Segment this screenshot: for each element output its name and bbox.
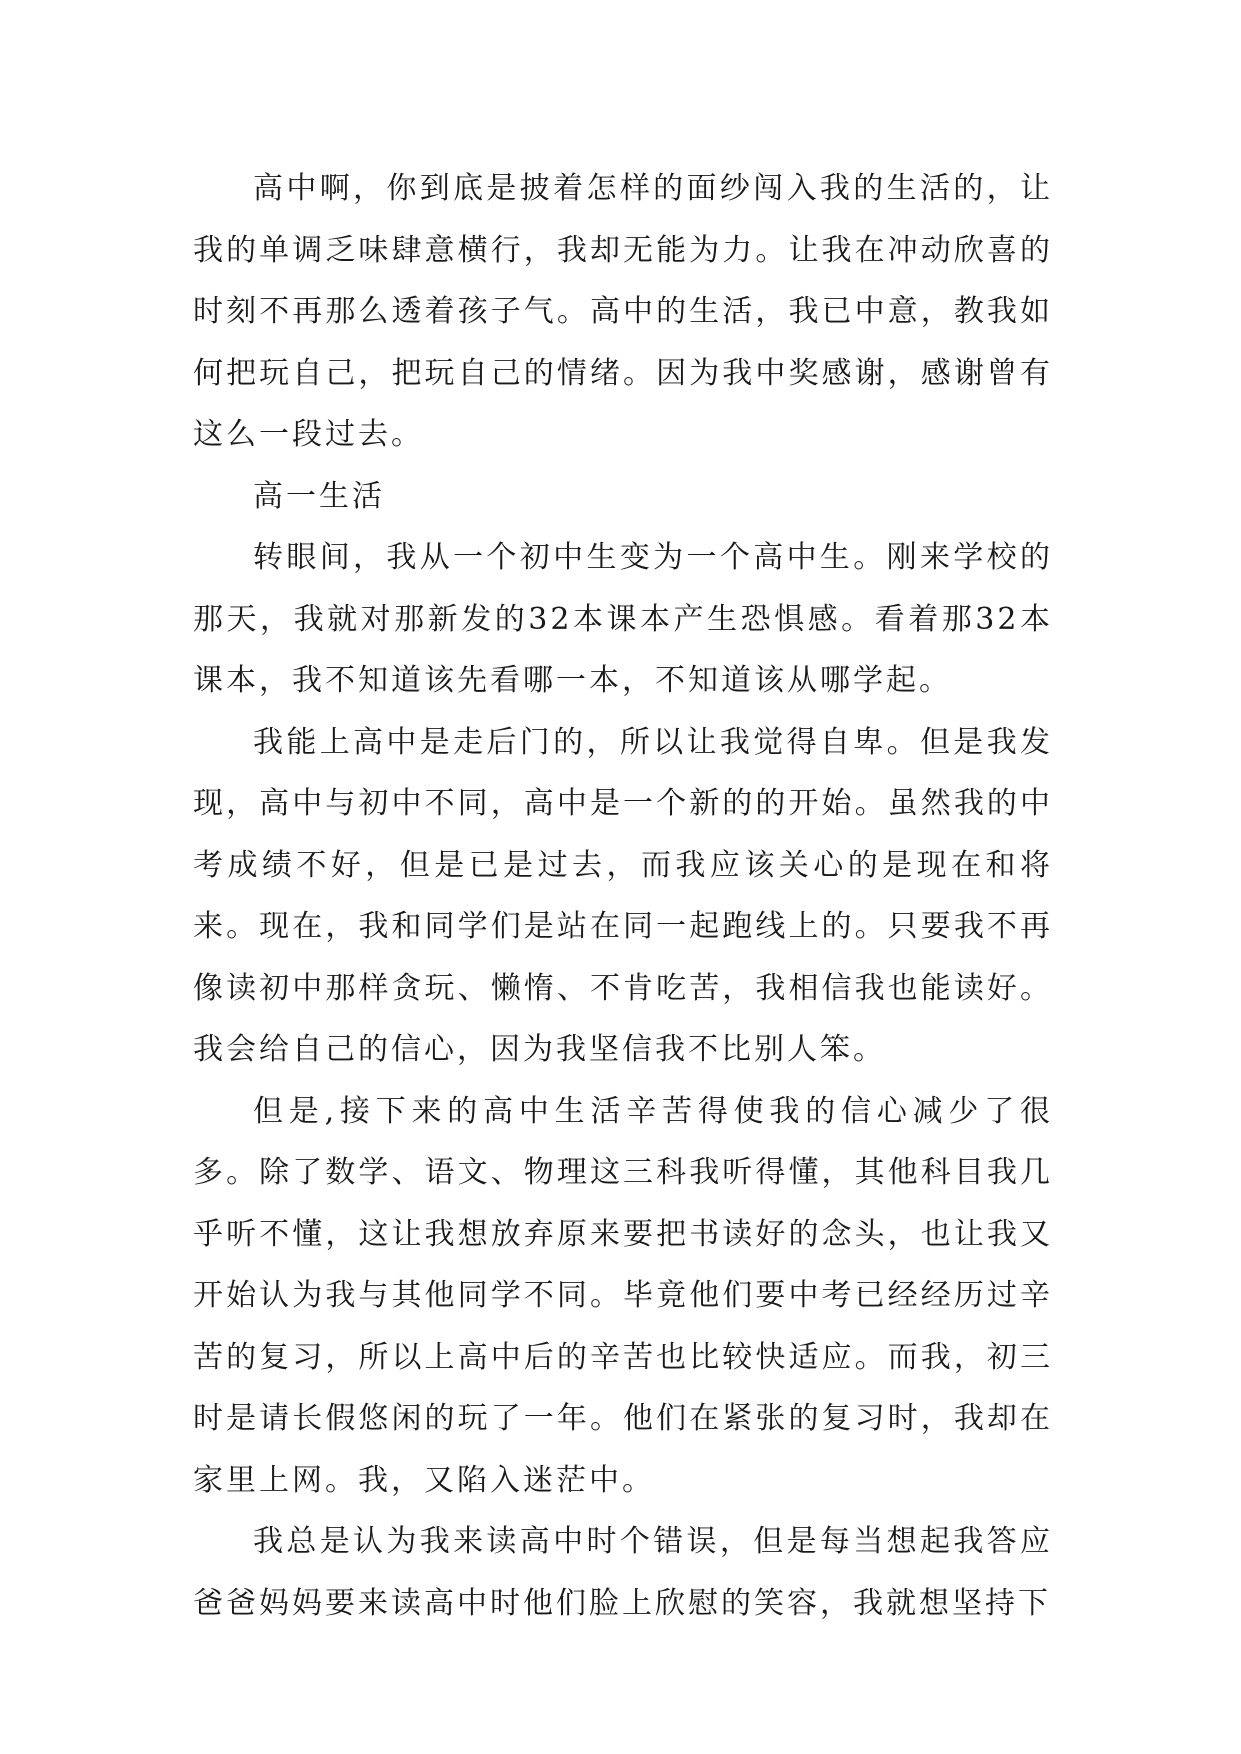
section-heading-gaoyi: 高一生活 bbox=[253, 478, 385, 514]
paragraph-5: 我总是认为我来读高中时个错误，但是每当想起我答应爸爸妈妈要来读高中时他们脸上欣慰的笑容，我就想坚持下 bbox=[193, 1524, 1053, 1621]
document-body bbox=[193, 158, 1053, 1634]
paragraph-intro: 高中啊，你到底是披着怎样的面纱闯入我的生活的，让我的单调乏味肆意横行，我却无能为力。让我在冲动欣喜的时刻不再那么透着孩子气。高中的生活，我已中意，教我如何把玩自己，把玩自己的情绪。因为我中奖感谢，感谢曾有这么一段过去。 bbox=[193, 171, 1053, 452]
paragraph-3: 我能上高中是走后门的，所以让我觉得自卑。但是我发现，高中与初中不同，高中是一个新的的开始。虽然我的中考成绩不好，但是已是过去，而我应该关心的是现在和将来。现在，我和同学们是站在同一起跑线上的。只要我不再像读初中那样贪玩、懒惰、不肯吃苦，我相信我也能读好。我会给自己的信心，因为我坚信我不比别人笨。 bbox=[193, 724, 1053, 1067]
paragraph-2: 转眼间，我从一个初中生变为一个高中生。刚来学校的那天，我就对那新发的32本课本产生恐惧感。看着那32本课本，我不知道该先看哪一本，不知道该从哪学起。 bbox=[193, 540, 1053, 698]
paragraph-4: 但是,接下来的高中生活辛苦得使我的信心减少了很多。除了数学、语文、物理这三科我听得懂，其他科目我几乎听不懂，这让我想放弃原来要把书读好的念头，也让我又开始认为我与其他同学不同。毕竟他们要中考已经经历过辛苦的复习，所以上高中后的辛苦也比较快适应。而我，初三时是请长假悠闲的玩了一年。他们在紧张的复习时，我却在家里上网。我，又陷入迷茫中。 bbox=[193, 1093, 1053, 1498]
